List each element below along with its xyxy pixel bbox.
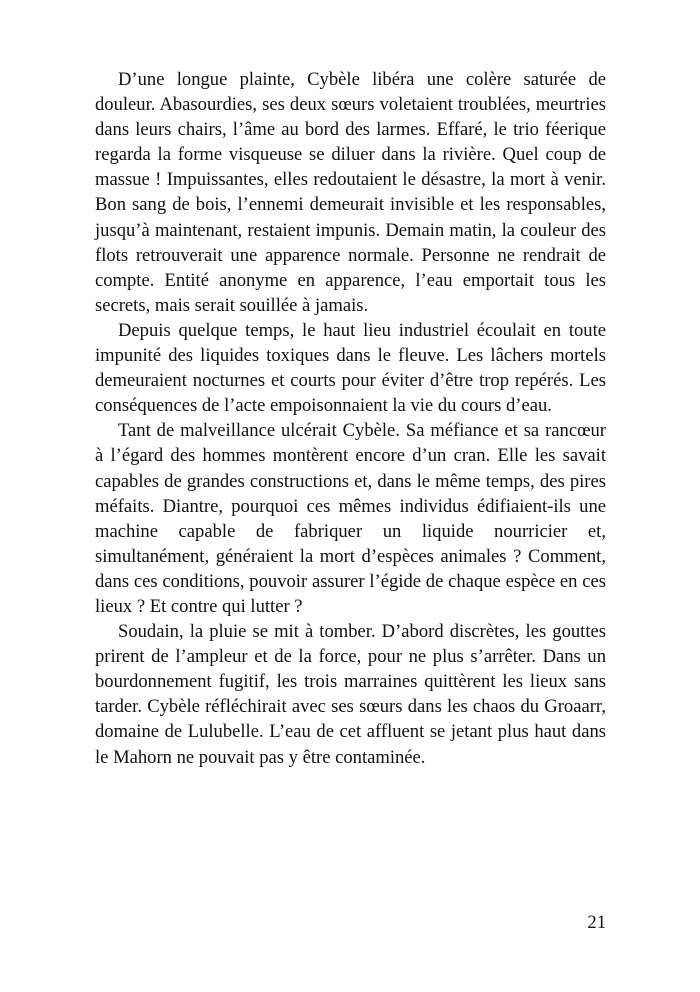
body-text <box>95 67 606 770</box>
paragraph-4: Soudain, la pluie se mit à tomber. D’abord discrètes, les gouttes prirent de l’ampleur et de la force, pour ne plus s’arrêter. Dans un bourdonnement fugitif, les trois marraines quittèrent les lieux sans tarder. Cybèle réfléchirait avec ses sœurs dans les chaos du Groaarr, domaine de Lulubelle. L’eau de cet affluent se jetant plus haut dans le Mahorn ne pouvait pas y être contaminée. <box>95 621 606 768</box>
page-number: 21 <box>587 912 606 933</box>
paragraph-1: D’une longue plainte, Cybèle libéra une colère saturée de douleur. Abasourdies, ses deux sœurs voletaient troublées, meurtries dans leurs chairs, l’âme au bord des larmes. Effaré, le trio féerique regarda la forme visqueuse se diluer dans la rivière. Quel coup de massue ! Impuissantes, elles redoutaient le désastre, la mort à venir. Bon sang de bois, l’ennemi demeurait invisible et les responsables, jusqu’à maintenant, restaient impunis. Demain matin, la couleur des flots retrouverait une apparence normale. Personne ne rendrait de compte. Entité anonyme en apparence, l’eau emportait tous les secrets, mais serait souillée à jamais. <box>95 69 606 316</box>
paragraph-2: Depuis quelque temps, le haut lieu industriel écoulait en toute impunité des liquides toxiques dans le fleuve. Les lâchers mortels demeuraient nocturnes et courts pour éviter d’être trop repérés. Les conséquences de l’acte empoisonnaient la vie du cours d’eau. <box>95 319 606 417</box>
paragraph-3: Tant de malveillance ulcérait Cybèle. Sa méfiance et sa rancœur à l’égard des hommes montèrent encore d’un cran. Elle les savait capables de grandes constructions et, dans le même temps, des pires méfaits. Diantre, pourquoi ces mêmes individus édifiaient-ils une machine capable de fabriquer un liquide nourricier et, simultanément, généraient la mort d’espèces animales ? Comment, dans ces conditions, pouvoir assurer l’égide de chaque espèce en ces lieux ? Et contre qui lutter ? <box>95 420 606 617</box>
